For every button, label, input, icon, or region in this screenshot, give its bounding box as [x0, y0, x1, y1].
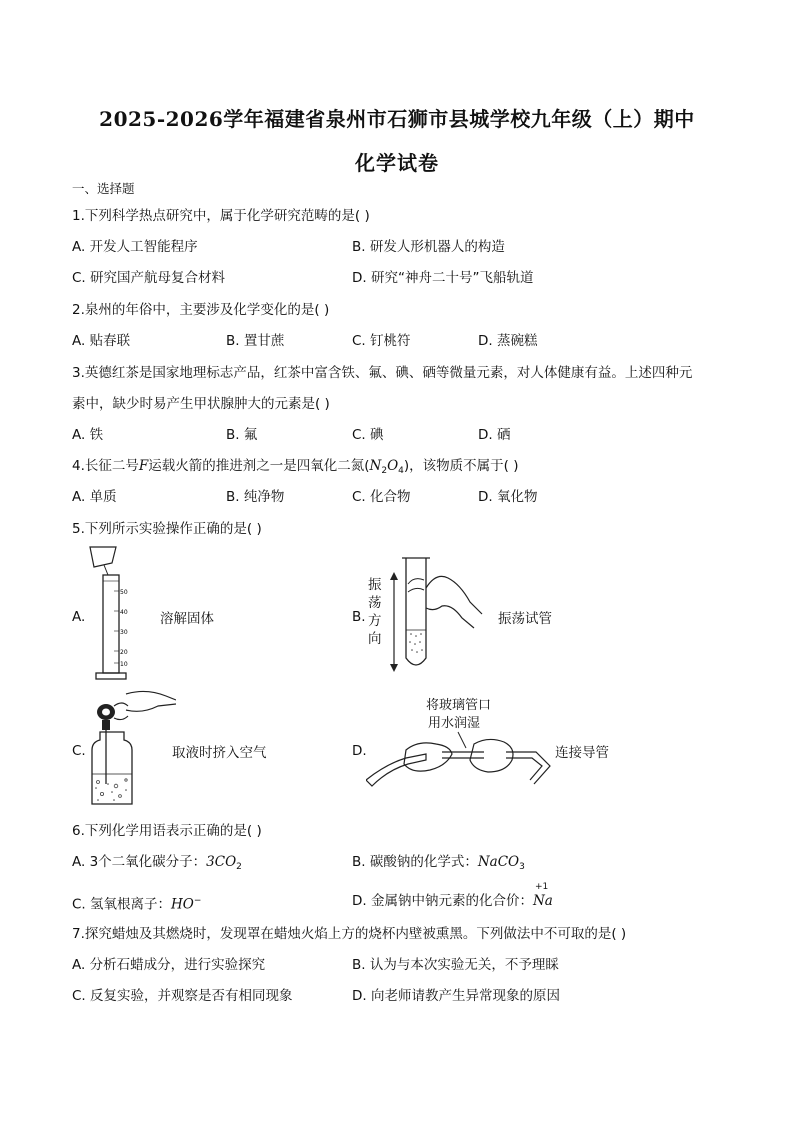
q2-option-b: B. 置甘蔗 [226, 333, 285, 349]
exam-title: 2025-2026学年福建省泉州市石狮市县城学校九年级（上）期中 [99, 107, 695, 131]
q6-option-c: C. 氢氧根离子：HO− [72, 896, 202, 913]
q1-option-d: D. 研究“神舟二十号”飞船轨道 [352, 270, 534, 286]
q1-option-b: B. 研发人形机器人的构造 [352, 239, 505, 255]
q5-option-a-caption: 溶解固体 [160, 611, 214, 627]
section-heading: 一、选择题 [72, 181, 135, 196]
question-1-stem: 1.下列科学热点研究中，属于化学研究范畴的是( ) [72, 208, 370, 224]
shake-direction-label: 振 荡 方 向 [368, 577, 382, 647]
q5-option-d-note-2: 用水润湿 [428, 716, 481, 731]
q5-option-c-label: C. [72, 743, 86, 759]
question-5-stem: 5.下列所示实验操作正确的是( ) [72, 521, 262, 537]
tick-label: 30 [120, 629, 128, 636]
tick-label: 50 [120, 589, 128, 596]
question-3-stem-line2: 素中，缺少时易产生甲状腺肿大的元素是( ) [72, 396, 330, 412]
q3-option-a: A. 铁 [72, 427, 104, 443]
q7-option-c: C. 反复实验，并观察是否有相同现象 [72, 988, 293, 1004]
q4-option-a: A. 单质 [72, 489, 117, 505]
tick-label: 20 [120, 649, 128, 656]
graduated-cylinder-figure [86, 545, 136, 685]
q5-option-d-note-1: 将玻璃管口 [426, 698, 492, 713]
question-2-stem: 2.泉州的年俗中，主要涉及化学变化的是( ) [72, 302, 330, 318]
q7-option-b: B. 认为与本次实验无关，不予理睬 [352, 957, 559, 973]
q6-option-a: A. 3个二氧化碳分子：$3CO_2$ [72, 854, 242, 872]
q4-option-b: B. 纯净物 [226, 489, 285, 505]
q2-option-d: D. 蒸碗糕 [478, 333, 538, 349]
exam-subtitle: 化学试卷 [355, 151, 439, 175]
q3-option-d: D. 硒 [478, 427, 511, 443]
q6-option-b: B. 碳酸钠的化学式：NaCO$_3$ [352, 854, 525, 872]
q5-option-b-label: B. [352, 609, 366, 625]
dropper-bottle-figure [86, 688, 176, 810]
q2-option-c: C. 钉桃符 [352, 333, 411, 349]
q5-option-d-caption: 连接导管 [555, 745, 609, 761]
question-4-stem: 4.长征二号F运载火箭的推进剂之一是四氧化二氮$(N_2O_4)$，该物质不属于( ) [72, 458, 519, 476]
question-6-stem: 6.下列化学用语表示正确的是( ) [72, 823, 262, 839]
q1-option-a: A. 开发人工智能程序 [72, 239, 198, 255]
tick-label: 40 [120, 609, 128, 616]
connect-tube-figure [366, 728, 552, 794]
tick-label: 10 [120, 661, 128, 668]
q5-option-a-label: A. [72, 609, 86, 625]
q2-option-a: A. 贴春联 [72, 333, 131, 349]
q7-option-a: A. 分析石蜡成分，进行实验探究 [72, 957, 266, 973]
q5-option-c-caption: 取液时挤入空气 [172, 745, 267, 761]
question-7-stem: 7.探究蜡烛及其燃烧时，发现罩在蜡烛火焰上方的烧杯内壁被熏黑。下列做法中不可取的是( ) [72, 926, 627, 942]
q4-option-c: C. 化合物 [352, 489, 411, 505]
q1-option-c: C. 研究国产航母复合材料 [72, 270, 226, 286]
q3-option-c: C. 碘 [352, 427, 384, 443]
question-3-stem-line1: 3.英德红茶是国家地理标志产品，红茶中富含铁、氟、碘、硒等微量元素，对人体健康有益。上述四种元 [72, 365, 693, 381]
q5-option-d-label: D. [352, 743, 367, 759]
q4-option-d: D. 氧化物 [478, 489, 538, 505]
q7-option-d: D. 向老师请教产生异常现象的原因 [352, 988, 560, 1004]
q6-option-d: D. 金属钠中钠元素的化合价： +1 Na [352, 882, 553, 909]
test-tube-shaking-figure [386, 548, 496, 678]
q5-option-b-caption: 振荡试管 [498, 611, 552, 627]
q3-option-b: B. 氟 [226, 427, 258, 443]
